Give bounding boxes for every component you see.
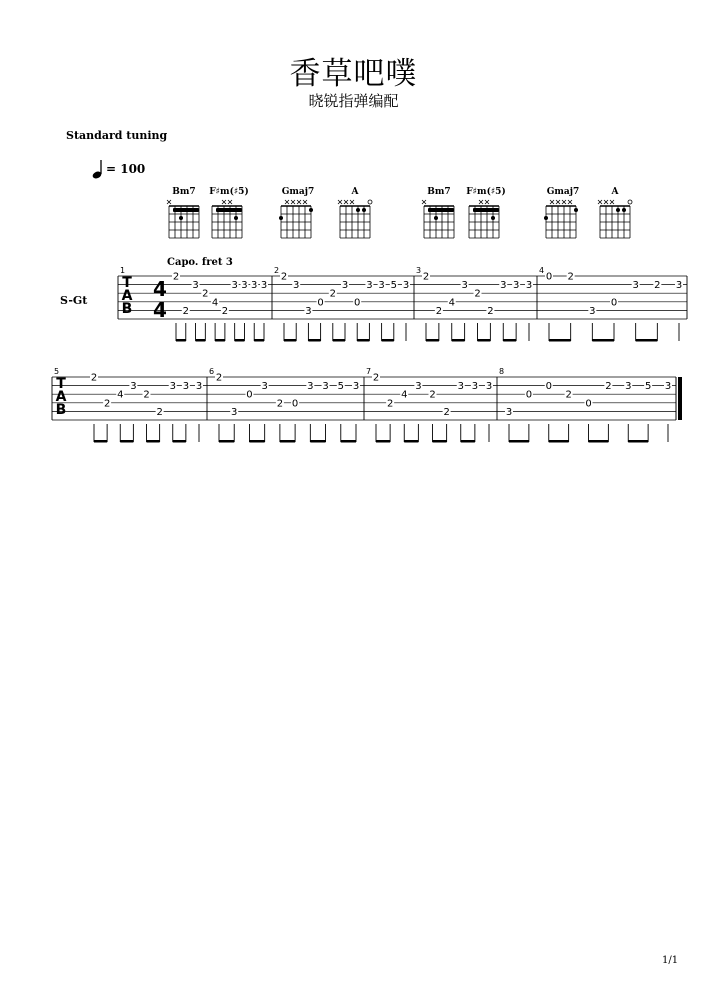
fret-number: 2 xyxy=(487,305,494,317)
measure-number: 6 xyxy=(209,367,215,376)
fret-number: 3 xyxy=(260,280,268,292)
fret-number: 3 xyxy=(378,280,385,292)
eighth-beam xyxy=(509,440,529,443)
fret-number: 3 xyxy=(130,381,137,393)
chord-diagram xyxy=(598,187,632,238)
tab-clef-letter: A xyxy=(55,389,67,405)
eighth-beam xyxy=(235,339,245,342)
fret-number: 3 xyxy=(231,280,238,292)
eighth-beam xyxy=(478,339,491,342)
fret-number: 3 xyxy=(341,280,349,292)
final-barline xyxy=(678,377,682,420)
tab-system-1 xyxy=(118,266,687,342)
song-title: 香草吧噗 xyxy=(289,56,418,92)
fret-number: 3 xyxy=(182,381,190,393)
fret-number: 4 xyxy=(117,389,124,401)
fret-number: 3 xyxy=(169,381,176,393)
eighth-beam xyxy=(382,339,394,342)
fret-number: 5 xyxy=(390,280,397,292)
tempo-text: = 100 xyxy=(106,162,146,176)
eighth-beam xyxy=(404,440,418,443)
eighth-beam xyxy=(308,339,320,342)
tablature-score xyxy=(0,0,707,480)
fret-number: 3 xyxy=(485,381,493,393)
eighth-beam xyxy=(219,440,234,443)
chord-name: A xyxy=(611,187,619,197)
chord-name: F♯m(♯5) xyxy=(209,187,249,197)
chord-diagram xyxy=(279,187,314,238)
track-name: S-Gt xyxy=(60,294,88,307)
fret-number: 2 xyxy=(565,389,572,401)
fret-number: 3 xyxy=(241,280,248,292)
fret-number: 2 xyxy=(215,372,223,384)
time-signature-top: 4 xyxy=(153,277,167,301)
chord-name: Bm7 xyxy=(172,187,196,197)
fret-number: 3 xyxy=(625,381,632,393)
eighth-beam xyxy=(310,440,325,443)
chord-name: Bm7 xyxy=(427,187,451,197)
fret-number: 3 xyxy=(589,305,596,317)
eighth-beam xyxy=(333,339,345,342)
fret-number: 2 xyxy=(567,271,574,283)
fret-number: 3 xyxy=(322,381,329,393)
eighth-beam xyxy=(176,339,186,342)
chord-diagram xyxy=(209,186,248,238)
fret-number: 2 xyxy=(276,398,284,410)
fret-number: 2 xyxy=(605,381,612,393)
fret-number: 3 xyxy=(675,280,683,292)
fret-number: 3 xyxy=(461,280,468,292)
fret-number: 3 xyxy=(632,280,639,292)
eighth-beam xyxy=(426,339,439,342)
fret-number: 2 xyxy=(172,271,180,283)
time-signature-bottom: 4 xyxy=(153,298,167,322)
fret-number: 2 xyxy=(202,288,209,300)
measure-number: 7 xyxy=(366,367,372,376)
fret-number: 0 xyxy=(246,389,253,401)
fret-number: 2 xyxy=(474,288,481,300)
chord-diagram xyxy=(338,187,372,238)
measure-number: 5 xyxy=(54,367,60,376)
fret-number: 2 xyxy=(422,271,430,283)
fret-number: 3 xyxy=(402,280,410,292)
chord-diagram xyxy=(544,187,579,238)
fret-number: 5 xyxy=(644,381,652,393)
fret-number: 3 xyxy=(293,280,300,292)
chord-name: Gmaj7 xyxy=(281,187,315,197)
fret-number: 3 xyxy=(366,280,373,292)
measure-number: 8 xyxy=(499,367,505,376)
fret-number: 0 xyxy=(291,398,299,410)
fret-number: 2 xyxy=(143,389,150,401)
fret-number: 3 xyxy=(505,406,513,418)
measure-number: 1 xyxy=(120,266,126,275)
fret-number: 3 xyxy=(352,381,360,393)
fret-number: 3 xyxy=(261,381,268,393)
tab-clef-letter: A xyxy=(121,288,133,304)
tab-system-2 xyxy=(52,367,682,443)
eighth-beam xyxy=(628,440,648,443)
eighth-beam xyxy=(249,440,264,443)
tab-clef-letter: T xyxy=(122,275,132,291)
fret-number: 3 xyxy=(471,381,479,393)
fret-number: 2 xyxy=(90,372,98,384)
fret-number: 0 xyxy=(545,381,552,393)
chord-name: Gmaj7 xyxy=(546,187,580,197)
fret-number: 0 xyxy=(317,297,324,309)
arranger-subtitle: 晓锐指弹编配 xyxy=(308,92,399,110)
fret-number: 3 xyxy=(231,406,238,418)
eighth-beam xyxy=(461,440,475,443)
fret-number: 0 xyxy=(545,271,553,283)
eighth-beam xyxy=(357,339,369,342)
fret-number: 3 xyxy=(195,381,203,393)
chord-name: A xyxy=(351,187,359,197)
chord-diagram xyxy=(422,187,454,238)
eighth-beam xyxy=(636,339,658,342)
fret-number: 3 xyxy=(192,280,199,292)
eighth-beam xyxy=(280,440,295,443)
fret-number: 0 xyxy=(585,398,592,410)
fret-number: 5 xyxy=(337,381,344,393)
fret-number: 3 xyxy=(251,280,258,292)
eighth-beam xyxy=(549,440,569,443)
fret-number: 2 xyxy=(103,398,111,410)
fret-number: 3 xyxy=(500,280,507,292)
eighth-beam xyxy=(433,440,447,443)
eighth-beam xyxy=(147,440,160,443)
fret-number: 2 xyxy=(386,398,394,410)
fret-number: 2 xyxy=(429,389,436,401)
fret-number: 0 xyxy=(525,389,533,401)
fret-number: 0 xyxy=(610,297,618,309)
measure-number: 4 xyxy=(539,266,545,275)
eighth-beam xyxy=(94,440,107,443)
tuning-label: Standard tuning xyxy=(66,129,168,142)
eighth-beam xyxy=(589,440,609,443)
eighth-beam xyxy=(341,440,356,443)
fret-number: 2 xyxy=(329,288,336,300)
fret-number: 2 xyxy=(372,372,380,384)
chord-diagram xyxy=(167,187,199,238)
capo-label: Capo. fret 3 xyxy=(167,257,233,268)
page-number: 1/1 xyxy=(662,955,679,966)
chord-name: F♯m(♯5) xyxy=(466,187,506,197)
fret-number: 3 xyxy=(457,381,464,393)
fret-number: 3 xyxy=(307,381,314,393)
eighth-beam xyxy=(215,339,225,342)
tab-clef-letter: B xyxy=(121,301,133,317)
eighth-beam xyxy=(254,339,264,342)
fret-number: 3 xyxy=(525,280,533,292)
eighth-beam xyxy=(120,440,133,443)
fret-number: 4 xyxy=(211,297,219,309)
fret-number: 3 xyxy=(415,381,422,393)
measure-number: 2 xyxy=(274,266,280,275)
eighth-beam xyxy=(196,339,206,342)
fret-number: 2 xyxy=(156,406,163,418)
fret-number: 2 xyxy=(654,280,661,292)
eighth-beam xyxy=(452,339,465,342)
measure-number: 3 xyxy=(416,266,422,275)
fret-number: 2 xyxy=(435,305,443,317)
fret-number: 4 xyxy=(401,389,408,401)
fret-number: 2 xyxy=(280,271,288,283)
eighth-beam xyxy=(284,339,296,342)
fret-number: 4 xyxy=(448,297,455,309)
eighth-beam xyxy=(173,440,186,443)
fret-number: 2 xyxy=(182,305,189,317)
fret-number: 3 xyxy=(512,280,520,292)
eighth-beam xyxy=(503,339,516,342)
chord-diagrams xyxy=(167,186,632,238)
tab-clef-letter: B xyxy=(55,402,67,418)
tab-clef-letter: T xyxy=(56,376,66,392)
fret-number: 2 xyxy=(221,305,229,317)
fret-number: 2 xyxy=(443,406,450,418)
eighth-beam xyxy=(592,339,614,342)
fret-number: 0 xyxy=(354,297,361,309)
eighth-beam xyxy=(549,339,571,342)
chord-diagram xyxy=(466,186,505,238)
eighth-beam xyxy=(376,440,390,443)
fret-number: 3 xyxy=(664,381,672,393)
fret-number: 3 xyxy=(305,305,312,317)
